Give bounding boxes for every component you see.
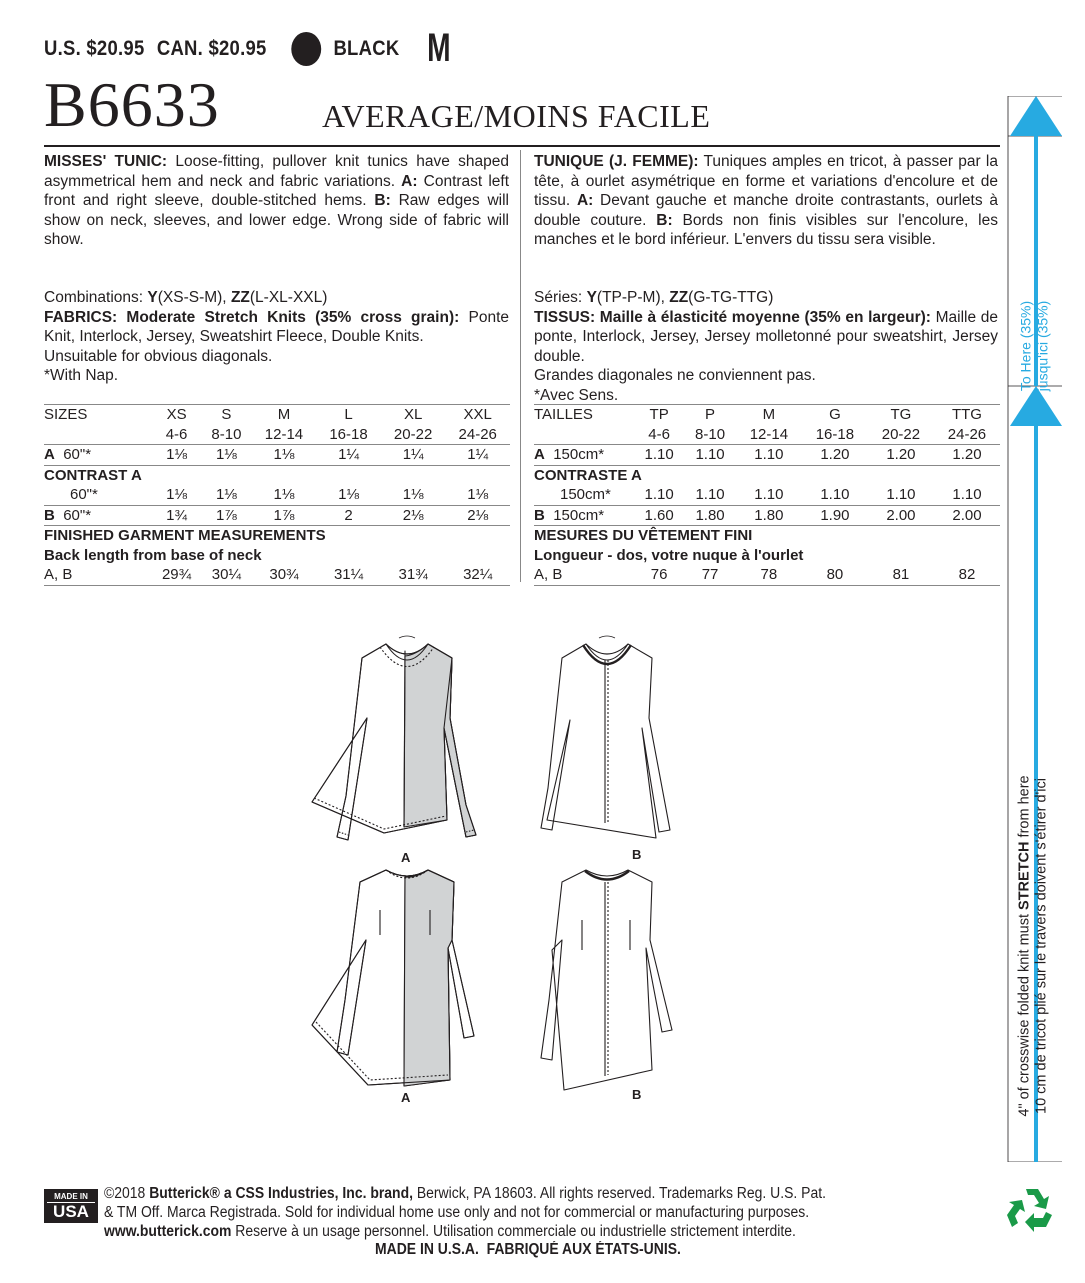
table-cell: 1.10: [802, 485, 868, 505]
combo-y: Y: [147, 289, 158, 306]
to-here-label: [1017, 301, 1051, 392]
size-header: M: [762, 406, 776, 424]
table-cell: 1.20: [802, 445, 868, 466]
stretch-instructions: [1017, 775, 1051, 1116]
size-number: 24-26: [934, 425, 1000, 445]
size-header: XS: [166, 406, 187, 424]
table-cell: 80: [802, 565, 868, 585]
tunic-a-front-illustration: [312, 636, 476, 840]
fabrics-body: Maille de ponte, Interlock, Jersey, Jersey molletonné pour sweatshirt, Jersey double.: [534, 308, 998, 365]
desc-body: Tuniques amples en tricot, à passer par la tête, à ourlet asymétrique en forme et variations d'encolure et de tissu.: [534, 153, 998, 209]
nap-note: *With Nap.: [44, 367, 119, 384]
combo-y-sizes: (XS-S-M),: [157, 289, 227, 306]
table-row: [44, 546, 510, 566]
fabric-width: 60"*: [44, 485, 152, 505]
sizes-label: SIZES: [44, 406, 88, 424]
size-number: 16-18: [316, 425, 381, 445]
table-row: [44, 445, 510, 466]
table-row: [534, 465, 1000, 485]
table-cell: 31¼: [316, 565, 381, 585]
size-header: P: [705, 406, 716, 424]
footer-line-3: www.butterick.com Reserve à un usage personnel. Utilisation commerciale ou industrielle strictement interdite.: [104, 1223, 796, 1240]
table-cell: 1.20: [868, 445, 934, 466]
table-cell: 77: [684, 565, 736, 585]
desc-a: Devant gauche et manche droite contrastants, ourlets à double couture.: [534, 192, 998, 229]
back-length-label: Longueur - dos, votre nuque à l'ourlet: [534, 546, 804, 564]
table-cell: 1.10: [634, 485, 684, 505]
table-row: [534, 485, 1000, 505]
size-header: S: [221, 406, 232, 424]
size-number: 8-10: [684, 425, 736, 445]
table-cell: 1⅛: [152, 485, 201, 505]
table-row: [44, 526, 510, 546]
fabric-width: 150cm*: [534, 485, 634, 505]
recycle-icon: [1006, 1185, 1058, 1235]
finished-label: FINISHED GARMENT MEASUREMENTS: [44, 527, 326, 545]
series-label: Séries:: [534, 289, 583, 306]
desc-b-label: B:: [374, 192, 391, 209]
price-us: U.S. $20.95: [44, 36, 145, 60]
size-header: TG: [890, 406, 912, 424]
table-cell: 1.80: [684, 505, 736, 526]
fabric-width: 60"*: [63, 446, 92, 464]
table-cell: 78: [736, 565, 802, 585]
color-label: BLACK: [333, 36, 400, 60]
tunic-b-back-illustration: [541, 870, 672, 1090]
table-cell: 1⅛: [445, 485, 510, 505]
table-row: [44, 485, 510, 505]
size-number: 4-6: [634, 425, 684, 445]
table-row: [534, 445, 1000, 466]
series-zz-sizes: (G-TG-TTG): [688, 289, 774, 306]
table-row: [534, 526, 1000, 546]
desc-b: Bords non finis visibles sur l'encolure, les manches et le bord inférieur. L'envers du tissu sera visible.: [534, 211, 998, 248]
row-label: A: [44, 446, 55, 464]
illustration-label-b-back: B: [632, 1087, 642, 1102]
size-number: 20-22: [868, 425, 934, 445]
size-header: XXL: [463, 406, 492, 424]
size-letter: M: [427, 26, 451, 70]
combinations-line: [44, 288, 509, 308]
table-row: [44, 405, 510, 425]
price-can: CAN. $20.95: [156, 36, 267, 60]
illustration-label-a-front: A: [401, 850, 411, 865]
series-line: [534, 288, 998, 308]
row-label: B: [534, 506, 545, 524]
english-description: [44, 152, 509, 250]
stretch-arrow-top-icon: [1010, 96, 1062, 136]
size-number: 16-18: [802, 425, 868, 445]
column-divider: [520, 150, 521, 582]
combinations-label: Combinations:: [44, 289, 144, 306]
made-in-usa-line: MADE IN U.S.A. FABRIQUÉ AUX ÉTATS-UNIS.: [375, 1241, 681, 1258]
header-divider: [44, 145, 1000, 147]
fabrics-label: TISSUS: Maille à élasticité moyenne (35% en largeur):: [534, 308, 931, 326]
table-cell: 82: [934, 565, 1000, 585]
table-cell: 30¼: [201, 565, 252, 585]
fabric-width: 60"*: [63, 506, 92, 524]
footer-line-1: ©2018 Butterick® a CSS Industries, Inc. brand, Berwick, PA 18603. All rights reserved. Trademarks Reg. U.S. Pat.: [104, 1185, 826, 1202]
website-link[interactable]: www.butterick.com: [104, 1223, 232, 1240]
back-length-label: Back length from base of neck: [44, 546, 262, 564]
table-cell: 76: [634, 565, 684, 585]
tunic-a-back-illustration: [312, 870, 474, 1086]
black-color-dot-icon: [291, 32, 321, 66]
table-cell: 1¼: [445, 445, 510, 466]
fabric-width: 150cm*: [553, 506, 605, 524]
fabrics-paragraph: [44, 308, 509, 347]
table-cell: 2.00: [934, 505, 1000, 526]
illustration-label-a-back: A: [401, 1090, 411, 1105]
footer-text: [104, 1184, 906, 1241]
illustration-label-b-front: B: [632, 847, 642, 862]
desc-title: MISSES' TUNIC:: [44, 153, 168, 170]
table-cell: 1⅛: [252, 485, 317, 505]
to-here-en: To Here (35%): [1017, 300, 1034, 392]
desc-b-label: B:: [656, 211, 673, 229]
fabric-width: 150cm*: [553, 446, 605, 464]
badge-bottom: USA: [47, 1202, 95, 1221]
table-cell: 1.60: [634, 505, 684, 526]
stretch-en: 4" of crosswise folded knit must STRETCH from here: [1016, 775, 1033, 1117]
desc-a-label: A:: [576, 192, 594, 209]
garment-illustrations: [300, 620, 700, 1110]
french-description: [534, 152, 998, 250]
table-cell: 1⅛: [316, 485, 381, 505]
tunic-b-front-illustration: [541, 636, 670, 838]
table-cell: 1¼: [381, 445, 446, 466]
english-fabrics: [44, 288, 509, 386]
desc-a-label: A:: [401, 172, 418, 190]
table-cell: 1⅛: [252, 445, 317, 466]
table-cell: 1.10: [634, 445, 684, 466]
table-row: [44, 505, 510, 526]
table-cell: 30¾: [252, 565, 317, 585]
table-row: [44, 425, 510, 445]
table-cell: 1⅛: [201, 445, 252, 466]
size-number: 12-14: [736, 425, 802, 445]
price-row: [44, 26, 466, 71]
fabrics-paragraph: [534, 308, 998, 367]
row-label: B: [44, 506, 55, 524]
table-row: [534, 505, 1000, 526]
difficulty-level: AVERAGE/MOINS FACILE: [322, 98, 711, 134]
size-number: 12-14: [252, 425, 317, 445]
size-header: XL: [403, 406, 423, 424]
table-cell: 1¾: [152, 505, 201, 526]
series-y: Y: [586, 289, 597, 306]
table-cell: 1.10: [684, 485, 736, 505]
row-label: A, B: [44, 565, 152, 585]
stretch-gauge-tab: [1004, 96, 1076, 1162]
row-label: A, B: [534, 565, 634, 585]
table-row: [534, 565, 1000, 585]
size-header: TP: [649, 406, 669, 424]
size-header: TTG: [951, 406, 982, 424]
table-cell: 1⅛: [381, 485, 446, 505]
size-number: 8-10: [201, 425, 252, 445]
table-cell: 31¾: [381, 565, 446, 585]
table-cell: 1.10: [868, 485, 934, 505]
finished-label: MESURES DU VÊTEMENT FINI: [534, 527, 753, 545]
row-label: A: [534, 446, 545, 464]
desc-title: TUNIQUE (J. FEMME):: [534, 153, 699, 170]
size-number: 4-6: [152, 425, 201, 445]
table-cell: 1⅞: [252, 505, 317, 526]
stretch-fr: 10 cm de tricot plié sur le travers doivent s'étirer d'ici: [1033, 778, 1050, 1114]
contrast-label: CONTRAST A: [44, 466, 142, 484]
desc-a: Contrast left front and right sleeve, double-stitched hems.: [44, 172, 509, 209]
made-in-usa-badge: [44, 1189, 98, 1223]
fabrics-body: Ponte Knit, Interlock, Jersey, Sweatshirt Fleece, Double Knits.: [44, 308, 509, 345]
table-cell: 2: [316, 505, 381, 526]
to-here-fr: jusqu'ici (35%): [1034, 300, 1051, 392]
french-fabrics: [534, 288, 998, 405]
table-cell: 2.00: [868, 505, 934, 526]
table-row: [534, 405, 1000, 425]
size-number: 24-26: [445, 425, 510, 445]
table-cell: 1.10: [736, 485, 802, 505]
table-cell: 1¼: [316, 445, 381, 466]
table-cell: 1.90: [802, 505, 868, 526]
size-header: L: [344, 406, 353, 424]
table-cell: 2⅛: [381, 505, 446, 526]
table-cell: 1⅛: [201, 485, 252, 505]
unsuitable-note: Grandes diagonales ne conviennent pas.: [534, 367, 816, 384]
french-yardage-table: [534, 405, 1000, 586]
size-header: G: [829, 406, 841, 424]
unsuitable-note: Unsuitable for obvious diagonals.: [44, 347, 273, 365]
brand: Butterick® a CSS Industries, Inc. brand,: [149, 1185, 413, 1202]
combo-zz: ZZ: [230, 289, 250, 306]
table-cell: 81: [868, 565, 934, 585]
series-y-sizes: (TP-P-M),: [596, 289, 665, 306]
table-row: [44, 565, 510, 585]
nap-note: *Avec Sens.: [534, 386, 619, 404]
combo-zz-sizes: (L-XL-XXL): [249, 289, 328, 306]
table-cell: 1⅛: [152, 445, 201, 466]
desc-body: Loose-fitting, pullover knit tunics have shaped asymmetrical hem and neck and fabric variations.: [44, 153, 509, 190]
copyright: ©2018: [104, 1185, 146, 1202]
badge-top: MADE IN: [54, 1192, 88, 1201]
size-number: 20-22: [381, 425, 446, 445]
size-header: M: [277, 406, 291, 424]
table-row: [534, 546, 1000, 566]
table-cell: 1.20: [934, 445, 1000, 466]
table-cell: 29¾: [152, 565, 201, 585]
table-row: [44, 465, 510, 485]
table-cell: 1⅞: [201, 505, 252, 526]
table-cell: 2⅛: [445, 505, 510, 526]
contrast-label: CONTRASTE A: [534, 466, 642, 484]
footer-line-2: & TM Off. Marca Registrada. Sold for individual home use only and not for commercial or manufacturing purposes.: [104, 1204, 810, 1221]
pattern-number: B6633: [44, 69, 220, 140]
fabrics-label: FABRICS: Moderate Stretch Knits (35% cross grain):: [44, 308, 460, 326]
series-zz: ZZ: [669, 289, 689, 306]
table-cell: 1.10: [684, 445, 736, 466]
table-cell: 1.80: [736, 505, 802, 526]
table-cell: 32¼: [445, 565, 510, 585]
table-row: [534, 425, 1000, 445]
english-yardage-table: [44, 405, 510, 586]
table-cell: 1.10: [934, 485, 1000, 505]
table-cell: 1.10: [736, 445, 802, 466]
desc-b: Raw edges will show on neck, sleeves, and lower edge. Wrong side of fabric will show.: [44, 192, 509, 248]
sizes-label: TAILLES: [534, 406, 593, 424]
